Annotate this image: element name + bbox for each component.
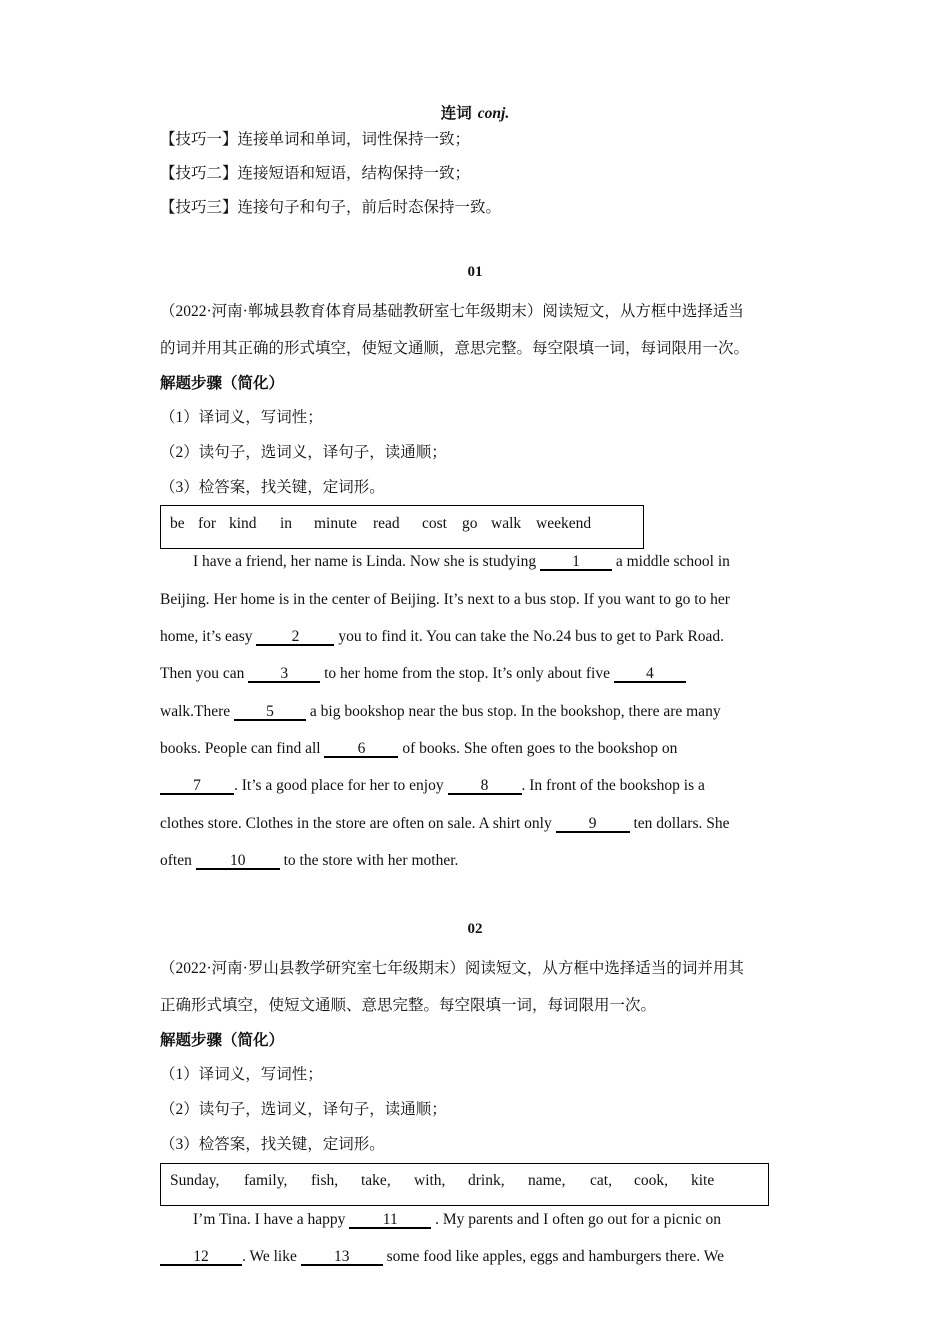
s1-intro-line-2: 的词并用其正确的形式填空，使短文通顺，意思完整。每空限填一词，每词限用一次。: [160, 340, 750, 357]
s1-intro-line-1: （2022·河南·郸城县教育体育局基础教研室七年级期末）阅读短文，从方框中选择适当: [160, 303, 744, 320]
word-item: minute: [314, 515, 358, 532]
word-item: for: [198, 515, 217, 532]
blank-10[interactable]: 10: [196, 853, 280, 870]
tip-2: 【技巧二】连接短语和短语，结构保持一致；: [160, 165, 471, 182]
blank-8[interactable]: 8: [448, 778, 522, 795]
word-item: read: [373, 515, 400, 532]
s2-step-1: （1）译词义，写词性；: [160, 1066, 323, 1083]
s2-passage-line-1: I’m Tina. I have a happy 11 . My parents and I often go out for a picnic on: [193, 1211, 721, 1228]
s2-steps-title: 解题步骤（简化）: [160, 1032, 285, 1049]
word-item: be: [170, 515, 185, 532]
blank-4[interactable]: 4: [614, 666, 686, 683]
word-item: cook,: [634, 1172, 669, 1189]
blank-2[interactable]: 2: [256, 629, 334, 646]
blank-3[interactable]: 3: [248, 666, 320, 683]
s1-passage-line-5: walk.There 5 a big bookshop near the bus stop. In the bookshop, there are many: [160, 703, 721, 720]
s1-passage-line-9: often 10 to the store with her mother.: [160, 852, 459, 869]
s1-passage-line-2: Beijing. Her home is in the center of Beijing. It’s next to a bus stop. If you want to go to her: [160, 591, 730, 608]
word-item: kite: [691, 1172, 715, 1189]
word-item: in: [280, 515, 293, 532]
blank-9[interactable]: 9: [556, 816, 630, 833]
s2-step-2: （2）读句子，选词义，译句子，读通顺；: [160, 1101, 447, 1118]
tip-1: 【技巧一】连接单词和单词，词性保持一致；: [160, 131, 471, 148]
word-item: with,: [414, 1172, 446, 1189]
s2-intro-line-2: 正确形式填空，使短文通顺、意思完整。每空限填一词，每词限用一次。: [160, 997, 657, 1014]
s1-passage-line-6: books. People can find all 6 of books. She often goes to the bookshop on: [160, 740, 678, 757]
blank-7[interactable]: 7: [160, 778, 234, 795]
blank-11[interactable]: 11: [349, 1212, 431, 1229]
blank-12[interactable]: 12: [160, 1249, 242, 1266]
blank-5[interactable]: 5: [234, 704, 306, 721]
s2-intro-line-1: （2022·河南·罗山县教学研究室七年级期末）阅读短文，从方框中选择适当的词并用其: [160, 960, 744, 977]
word-item: kind: [229, 515, 257, 532]
word-item: cat,: [590, 1172, 612, 1189]
word-item: take,: [361, 1172, 391, 1189]
section-number-02: 02: [467, 921, 483, 937]
s2-step-3: （3）检答案，找关键，定词形。: [160, 1136, 385, 1153]
word-item: Sunday,: [170, 1172, 220, 1189]
word-item: family,: [244, 1172, 288, 1189]
section-number-01: 01: [467, 264, 483, 280]
s2-passage-line-2: 12 . We like 13 some food like apples, eggs and hamburgers there. We: [160, 1248, 724, 1266]
s1-passage-line-1: I have a friend, her name is Linda. Now she is studying 1 a middle school in: [193, 553, 730, 570]
word-item: go: [462, 515, 478, 532]
s1-passage-line-3: home, it’s easy 2 you to find it. You can take the No.24 bus to get to Park Road.: [160, 628, 725, 645]
word-item: weekend: [536, 515, 592, 532]
s1-passage-line-7: 7 . It’s a good place for her to enjoy 8 . In front of the bookshop is a: [160, 777, 705, 795]
word-item: fish,: [311, 1172, 339, 1189]
word-item: walk: [491, 515, 522, 532]
word-item: name,: [528, 1172, 566, 1189]
blank-13[interactable]: 13: [301, 1249, 383, 1266]
blank-6[interactable]: 6: [324, 741, 398, 758]
word-item: drink,: [468, 1172, 505, 1189]
tip-3: 【技巧三】连接句子和句子，前后时态保持一致。: [160, 199, 502, 216]
s1-step-2: （2）读句子，选词义，译句子，读通顺；: [160, 444, 447, 461]
s1-passage-line-8: clothes store. Clothes in the store are often on sale. A shirt only 9 ten dollars. She: [160, 815, 730, 832]
word-item: cost: [422, 515, 447, 532]
s1-step-1: （1）译词义，写词性；: [160, 409, 323, 426]
s1-passage-line-4: Then you can 3 to her home from the stop. It’s only about five 4: [160, 665, 686, 683]
s1-steps-title: 解题步骤（简化）: [160, 375, 285, 392]
blank-1[interactable]: 1: [540, 554, 612, 571]
page-title: 连词 conj.: [440, 105, 510, 122]
s1-step-3: （3）检答案，找关键，定词形。: [160, 479, 385, 496]
